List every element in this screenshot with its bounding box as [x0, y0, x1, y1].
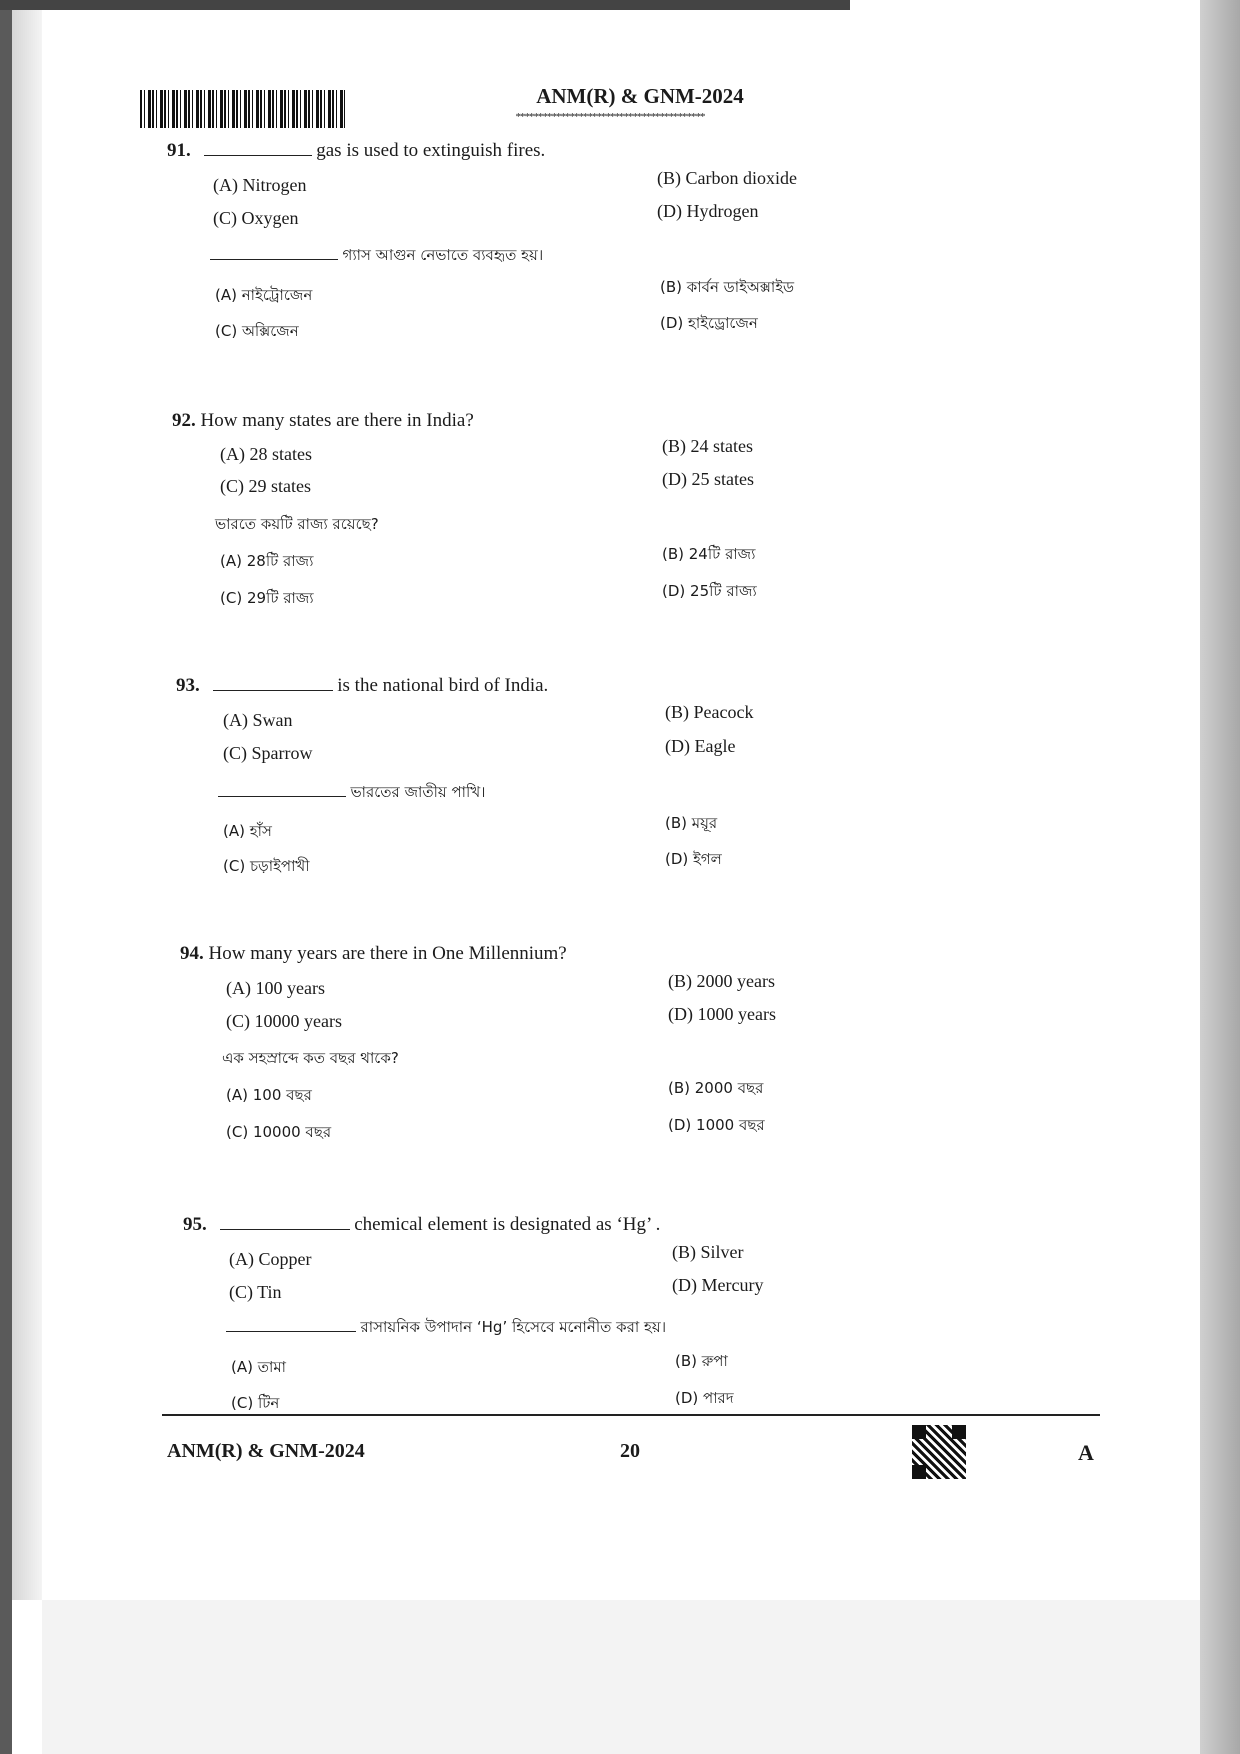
scan-edge-left: [0, 0, 12, 1754]
option-a: (A) 28 states: [220, 444, 312, 464]
option-b: (B) 24 states: [662, 436, 753, 456]
question-text: chemical element is designated as ‘Hg’ .: [354, 1214, 661, 1235]
option-c-bengali: (C) অক্সিজেন: [215, 322, 299, 340]
option-b: (B) Peacock: [665, 702, 754, 722]
question-text: How many states are there in India?: [200, 410, 474, 431]
question-text-bengali: গ্যাস আগুন নেভাতে ব্যবহৃত হয়।: [210, 243, 543, 269]
footer-divider: [162, 1414, 1100, 1416]
header-stars: ******************************************: [515, 111, 705, 123]
option-d: (D) Mercury: [672, 1275, 764, 1295]
answer-blank: [213, 674, 333, 691]
option-c-bengali: (C) চড়াইপাখী: [223, 857, 310, 875]
option-b-bengali: (B) 2000 বছর: [668, 1079, 764, 1097]
option-a-bengali: (A) হাঁস: [223, 822, 272, 840]
option-b-bengali: (B) রুপা: [675, 1352, 728, 1370]
scan-edge-right: [1200, 0, 1240, 1754]
page-header-title: ANM(R) & GNM-2024: [536, 84, 744, 108]
question-number: 93.: [176, 675, 200, 696]
option-a-bengali: (A) নাইট্রোজেন: [215, 286, 313, 304]
answer-blank: [226, 1315, 356, 1332]
answer-blank: [218, 780, 346, 797]
scan-edge-top: [0, 0, 850, 10]
option-d-bengali: (D) ইগল: [665, 850, 722, 868]
option-b: (B) Carbon dioxide: [657, 168, 797, 188]
option-b-bengali: (B) ময়ূর: [665, 814, 718, 832]
answer-blank: [204, 139, 312, 156]
option-a-bengali: (A) তামা: [231, 1358, 287, 1376]
question-text-bengali: এক সহস্রাব্দে কত বছর থাকে?: [222, 1049, 399, 1067]
barcode: [140, 90, 345, 128]
question-text-bengali: ভারতের জাতীয় পাখি।: [218, 780, 486, 806]
qr-code: [912, 1425, 966, 1479]
scan-page-bottom: [42, 1600, 1200, 1754]
page-number: 20: [620, 1440, 640, 1462]
option-a: (A) Copper: [229, 1249, 312, 1269]
footer-exam-title: ANM(R) & GNM-2024: [167, 1440, 365, 1462]
question-number: 94.: [180, 943, 204, 964]
option-c-bengali: (C) 29টি রাজ্য: [220, 589, 314, 607]
question-text-bengali: রাসায়নিক উপাদান ‘Hg’ হিসেবে মনোনীত করা হয়।: [226, 1315, 666, 1341]
option-a: (A) Swan: [223, 710, 293, 730]
question-text: is the national bird of India.: [337, 675, 549, 696]
question-93: [176, 674, 548, 697]
option-d: (D) 1000 years: [668, 1004, 776, 1024]
option-d: (D) Eagle: [665, 736, 736, 756]
question-number: 91.: [167, 140, 191, 161]
option-c: (C) Sparrow: [223, 743, 313, 763]
option-c-bengali: (C) 10000 বছর: [226, 1123, 332, 1141]
option-a: (A) Nitrogen: [213, 175, 307, 195]
option-b: (B) Silver: [672, 1242, 744, 1262]
option-d-bengali: (D) 25টি রাজ্য: [662, 582, 757, 600]
option-a-bengali: (A) 100 বছর: [226, 1086, 312, 1104]
question-95: [183, 1213, 660, 1236]
option-c: (C) Tin: [229, 1282, 282, 1302]
question-text: gas is used to extinguish fires.: [316, 140, 546, 161]
option-d-bengali: (D) পারদ: [675, 1389, 734, 1407]
answer-blank: [210, 243, 338, 260]
option-d: (D) 25 states: [662, 469, 754, 489]
option-c-bengali: (C) টিন: [231, 1394, 280, 1412]
option-c: (C) 10000 years: [226, 1011, 342, 1031]
question-91: [167, 139, 545, 162]
question-number: 92.: [172, 410, 196, 431]
option-a: (A) 100 years: [226, 978, 325, 998]
option-c: (C) Oxygen: [213, 208, 299, 228]
question-text: How many years are there in One Millennium?: [208, 943, 567, 964]
option-c: (C) 29 states: [220, 476, 311, 496]
question-92: [172, 410, 474, 432]
option-b-bengali: (B) 24টি রাজ্য: [662, 545, 756, 563]
question-94: [180, 943, 567, 965]
option-d-bengali: (D) হাইড্রোজেন: [660, 314, 758, 332]
option-d-bengali: (D) 1000 বছর: [668, 1116, 765, 1134]
question-set-code: A: [1078, 1440, 1094, 1465]
scan-shadow-left: [12, 0, 42, 1600]
option-d: (D) Hydrogen: [657, 201, 759, 221]
option-b-bengali: (B) কার্বন ডাইঅক্সাইড: [660, 278, 795, 296]
question-text-bengali: ভারতে কয়টি রাজ্য রয়েছে?: [215, 515, 379, 533]
answer-blank: [220, 1213, 350, 1230]
option-a-bengali: (A) 28টি রাজ্য: [220, 552, 314, 570]
option-b: (B) 2000 years: [668, 971, 775, 991]
question-number: 95.: [183, 1214, 207, 1235]
